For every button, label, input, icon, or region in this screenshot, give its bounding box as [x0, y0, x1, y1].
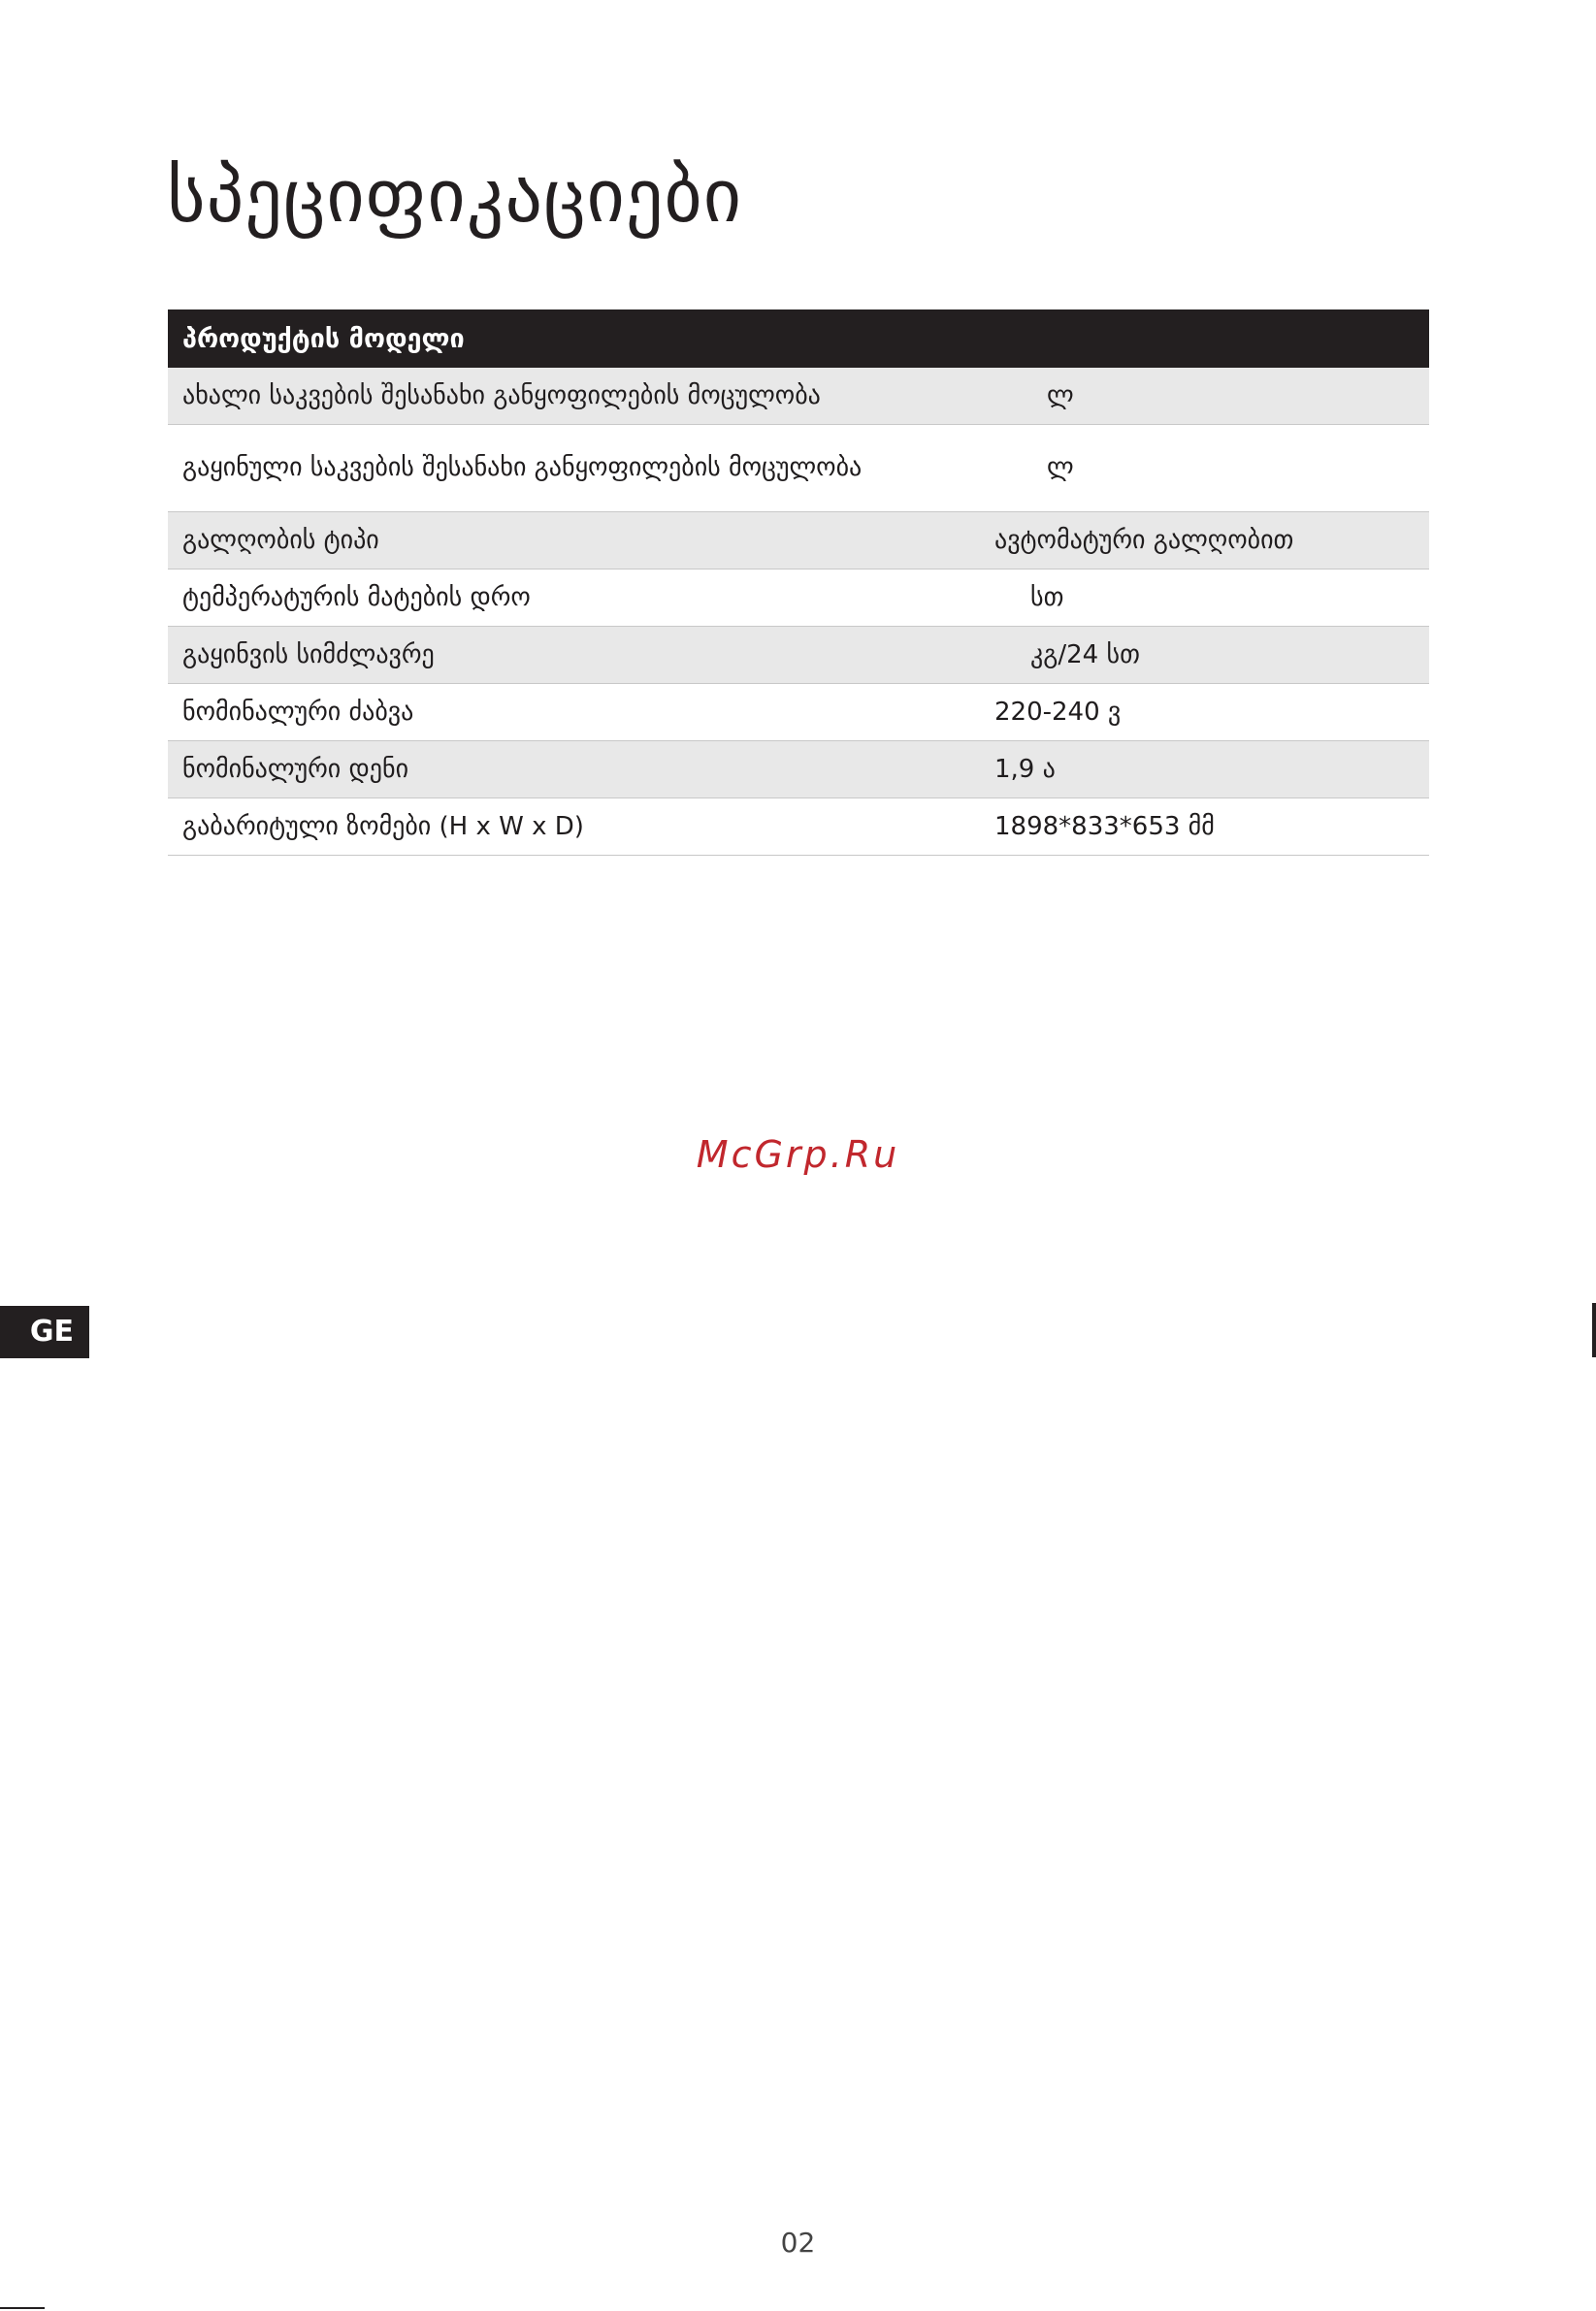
table-row: [168, 627, 1429, 684]
product-model-header: პროდუქტის მოდელი: [168, 309, 1429, 368]
spec-label: ნომინალური ძაბვა: [168, 684, 994, 741]
spec-value: 1898*833*653 მმ: [994, 798, 1429, 856]
spec-value: 220-240 ვ: [994, 684, 1429, 741]
page-number: 02: [780, 2227, 816, 2259]
spec-value-cell: [994, 425, 1429, 512]
spec-value-cell: [994, 368, 1429, 425]
table-row: [168, 368, 1429, 425]
spec-label: გაყინვის სიმძლავრე: [168, 627, 994, 684]
table-row: [168, 512, 1429, 570]
specifications-table: [168, 309, 1429, 856]
edge-marker: [1592, 1303, 1596, 1357]
table-row: [168, 684, 1429, 741]
spec-label: გაბარიტული ზომები (H x W x D): [168, 798, 994, 856]
spec-value: სთ: [1030, 582, 1064, 612]
table-row: [168, 741, 1429, 798]
watermark: McGrp.Ru: [696, 1133, 900, 1176]
spec-value: 1,9 ა: [994, 741, 1429, 798]
spec-value: კგ/24 სთ: [1030, 639, 1140, 669]
bottom-divider: [0, 2307, 45, 2309]
spec-value-cell: [994, 570, 1429, 627]
spec-value-cell: [994, 627, 1429, 684]
table-row: [168, 425, 1429, 512]
spec-value: ავტომატური გალღობით: [994, 512, 1429, 570]
table-row: [168, 798, 1429, 856]
table-header-row: [168, 309, 1429, 368]
spec-label: ტემპერატურის მატების დრო: [168, 570, 994, 627]
page-title: სპეციფიკაციები: [167, 152, 743, 239]
spec-label: გალღობის ტიპი: [168, 512, 994, 570]
spec-label: გაყინული საკვების შესანახი განყოფილების მოცულობა: [168, 425, 994, 512]
spec-value: ლ: [1047, 453, 1074, 482]
spec-label: ახალი საკვების შესანახი განყოფილების მოცულობა: [168, 368, 994, 425]
spec-value: ლ: [1047, 380, 1074, 410]
table-row: [168, 570, 1429, 627]
spec-label: ნომინალური დენი: [168, 741, 994, 798]
language-tab: GE: [0, 1306, 89, 1358]
